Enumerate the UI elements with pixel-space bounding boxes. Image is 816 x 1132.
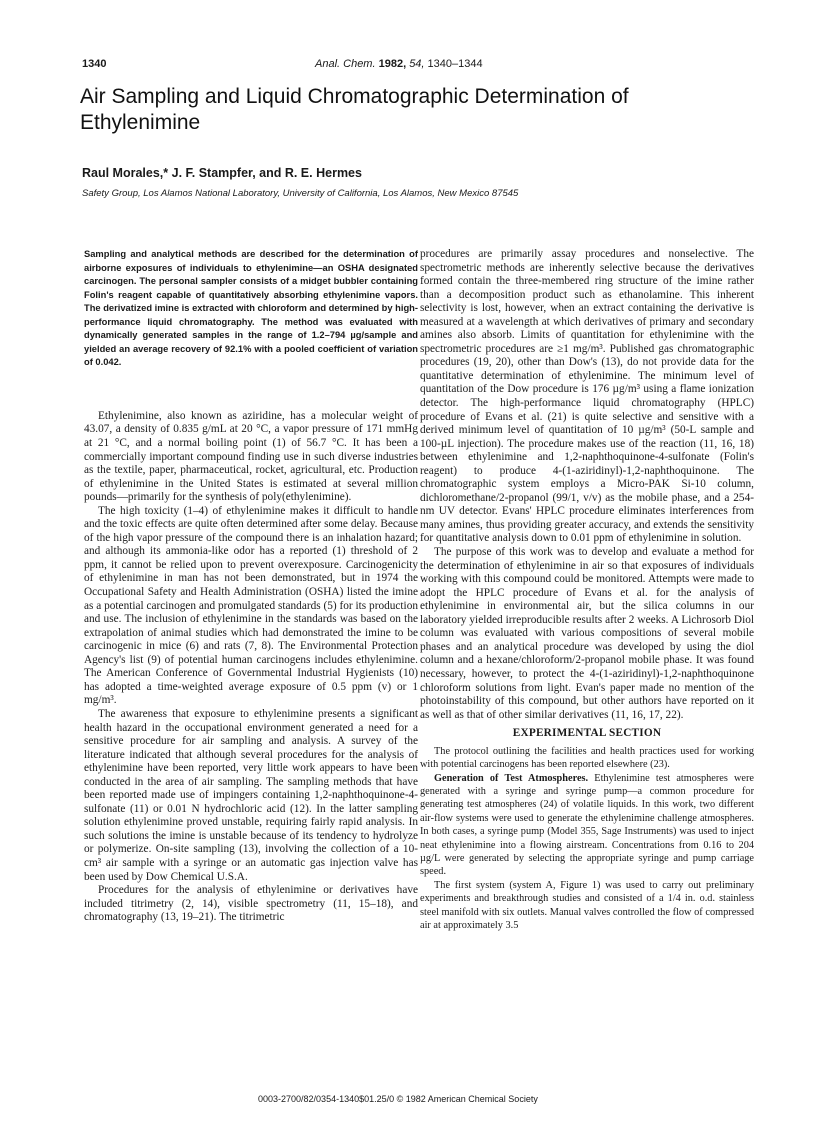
- affiliation: Safety Group, Los Alamos National Laboratory, University of California, Los Alamos, New Mexico 87545: [82, 188, 519, 199]
- generation-text: Ethylenimine test atmospheres were generated with a syringe and syringe pump—a common procedure for generating test atmospheres (24) of volatile liquids. In this work, two different air-flow systems were used to generate the ethylenimine challenge atmospheres. In both cases, a syringe pump (Model 355, Sage Instruments) was used to inject neat ethylenimine into a flowing airstream. Concentrations from 0.16 to 204 µg/L were generated by selecting the appropriate syringe and pump carriage speed.: [420, 772, 754, 878]
- right-column: [420, 248, 754, 932]
- abstract: Sampling and analytical methods are described for the determination of airborne exposures of individuals to ethylenimine—an OSHA designated carcinogen. The personal sampler consists of a midget bubbler containing Folin's reagent capable of quantitatively absorbing ethylenimine vapors. The derivatized imine is extracted with chloroform and determined by high-performance liquid chromatography. The method was evaluated with dynamically generated samples in the range of 1.2–794 µg/sample and yielded an average recovery of 92.1% with a pooled coefficient of variation of 0.042.: [84, 249, 418, 368]
- subsection-heading: Generation of Test Atmospheres.: [434, 772, 589, 784]
- copyright-footer: 0003-2700/82/0354-1340$01.25/0 © 1982 American Chemical Society: [258, 1094, 538, 1104]
- journal-year: 1982,: [378, 58, 407, 70]
- author-list: Raul Morales,* J. F. Stampfer, and R. E. Hermes: [82, 166, 362, 180]
- journal-name: Anal. Chem.: [315, 58, 376, 70]
- section-heading: EXPERIMENTAL SECTION: [512, 727, 662, 740]
- intro-paragraph-3: The awareness that exposure to ethylenimine presents a significant health hazard in the occupational environment generated a need for a sensitive procedure for air sampling and analysis. A survey of the literature indicated that although several procedures for the analysis of ethylenimine have been reported, very little work appears to have been conducted in the area of air sampling. The sampling methods that have been reported made use of impingers containing 1,2-naphthoquinone-4-sulfonate (11) or 0.01 N hydrochloric acid (12). In the latter sampling solution ethylenimine proved unstable, requiring fairly rapid analysis. In such solutions the imine is unstable because of its tendency to hydrolyze or polymerize. On-site sampling (13), involving the collection of a 10-cm³ air sample with a syringe or an automatic gas injection valve has been used by Dow Chemical U.S.A.: [84, 707, 418, 883]
- intro-paragraph-4: Procedures for the analysis of ethylenimine or derivatives have included titrimetry (2, 14), visible spectrometry (11, 15–18), and chromatography (13, 19–21). The titrimetric: [84, 884, 418, 924]
- journal-pages: 1340–1344: [427, 58, 483, 70]
- journal-citation: [315, 58, 483, 70]
- generation-paragraph: [420, 772, 754, 879]
- intro-paragraph-1: Ethylenimine, also known as aziridine, has a molecular weight of 43.07, a density of 0.835 g/mL at 20 °C, a vapor pressure of 171 mmHg at 21 °C, and a normal boiling point (1) of 56.7 °C. It has been a commercially important compound finding use in such diverse industries as the textile, paper, pharmaceutical, rocket, agricultural, etc. Production of ethylenimine in the United States is estimated at several million pounds—primarily for the synthesis of poly(ethylenimine).: [84, 409, 418, 504]
- intro-paragraph-2: The high toxicity (1–4) of ethylenimine makes it difficult to handle and the toxic effects are quite often determined after some delay. Because of the high vapor pressure of the compound there is an inhalation hazard; and although its ammonia-like odor has a reported (1) threshold of 2 ppm, it cannot be relied upon to prevent overexposure. Carcinogenicity of ethylenimine in man has not been demonstrated, but in 1974 the Occupational Safety and Health Administration (OSHA) listed the imine as a potential carcinogen and promulgated standards (5) for its production and use. The inclusion of ethylenimine in the standards was based on the extrapolation of animal studies which had demonstrated the imine to be carcinogenic in mice (6) and rats (7, 8). The Environmental Protection Agency's list (9) of potential human carcinogens includes ethylenimine. The American Conference of Governmental Industrial Hygienists (10) has adopted a time-weighted average exposure of 0.5 ppm (v) or 1 mg/m³.: [84, 504, 418, 707]
- page-number: 1340: [82, 58, 107, 70]
- intro-paragraph-6: The purpose of this work was to develop and evaluate a method for the determination of ethylenimine in air so that exposures of individuals working with this compound could be monitored. Attempts were made to adopt the HPLC procedure of Evans et al. for the analysis of ethylenimine in environmental air, but the silica columns in our laboratory yielded irreproducible results after 2 weeks. A Lichrosorb Diol column was evaluated with various compositions of several mobile phases and an analytical procedure was developed by using the diol column and a hexane/chloroform/2-propanol mobile phase. It was found necessary, however, to protect the 4-(1-aziridinyl)-1,2-naphthoquinone chloroform solutions from light. Evan's paper made no mention of the photoinstability of this compound, but other authors have reported on it as well as that of other similar derivatives (11, 16, 17, 22).: [420, 546, 754, 721]
- journal-volume: 54,: [409, 58, 425, 70]
- left-column: [84, 248, 418, 925]
- system-a-paragraph: The first system (system A, Figure 1) was used to carry out preliminary experiments and breakthrough studies and consisted of a 1/4 in. o.d. stainless steel manifold with six outlets. Manual valves controlled the flow of compressed air at approximately 3.5: [420, 879, 754, 931]
- experimental-intro: The protocol outlining the facilities and health practices used for working with potential carcinogens has been reported elsewhere (23).: [420, 745, 754, 771]
- article-title: Air Sampling and Liquid Chromatographic Determination of Ethylenimine: [80, 85, 629, 134]
- intro-paragraph-5: procedures are primarily assay procedures and nonselective. The spectrometric methods are inherently selective because the derivatives formed contain the three-membered ring structure of the imine rather than a decomposition product such as ethanolamine. This inherent selectivity is lost, however, when an extract containing the derivative is measured at a wavelength at which derivatives of primary and secondary amines also absorb. Limits of quantitation for ethylenimine with the spectrometric procedures are ≥1 mg/m³. Published gas chromatographic procedures (19, 20), other than Dow's (13), do not provide data for the quantitative determination of ethylenimine. The minimum level of quantitation of the Dow procedure is 176 µg/m³ using a flame ionization detector. The high-performance liquid chromatography (HPLC) procedure of Evans et al. (21) is quite selective and sensitive with a derived minimum level of quantitation of 10 µg/m³ (50-L sample and 100-µL injection). The procedure makes use of the reaction (11, 16, 18) between ethylenimine and 1,2-naphthoquinone-4-sulfonate (Folin's reagent) to produce 4-(1-aziridinyl)-1,2-naphthoquinone. The chromatographic system employs a Micro-PAK Si-10 column, dichloromethane/2-propanol (99/1, v/v) as the mobile phase, and a 254-nm UV detector. Evans' HPLC procedure eliminates interferences from many amines, thus providing greater accuracy, and extends the sensitivity for quantitative analysis down to 0.01 ppm of ethylenimine in solution.: [420, 248, 754, 545]
